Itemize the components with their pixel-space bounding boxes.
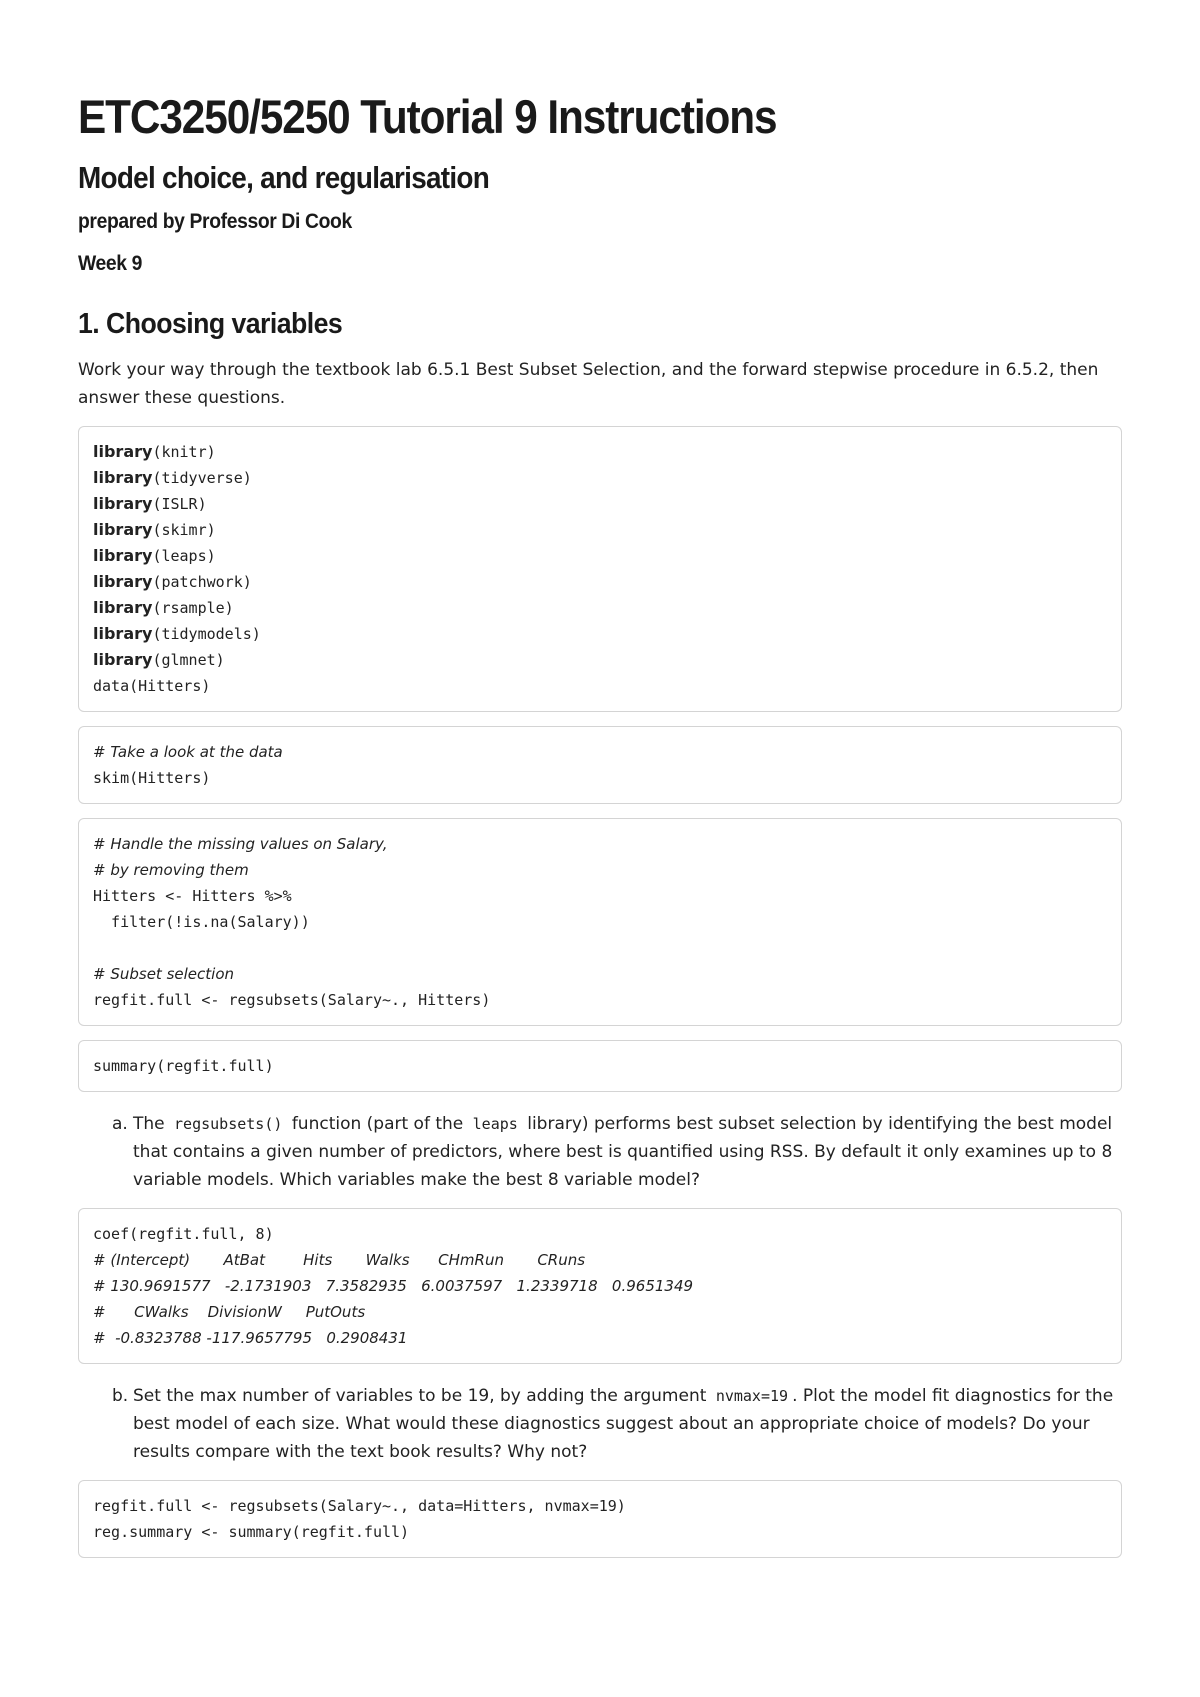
code-line: library(skimr): [93, 520, 216, 539]
code-line: library(rsample): [93, 598, 234, 617]
code-line: regfit.full <- regsubsets(Salary~., data=Hitters, nvmax=19): [93, 1497, 626, 1515]
question-a: a. The regsubsets() function (part of the leaps library) performs best subset selection by identifying the best model that contains a given number of predictors, where best is quantified using RSS. By default it only examines up to 8 variable models. Which variables make the best 8 variable model?: [133, 1110, 1122, 1194]
code-output: # (Intercept) AtBat Hits Walks CHmRun CRuns: [93, 1251, 586, 1269]
code-block-subset-selection: [78, 818, 1122, 1026]
code-block-summary: [78, 1040, 1122, 1092]
question-marker: b.: [112, 1386, 129, 1406]
code-line: coef(regfit.full, 8): [93, 1225, 274, 1243]
code-line: data(Hitters): [93, 677, 211, 695]
inline-code: leaps: [472, 1115, 518, 1133]
inline-code: regsubsets(): [174, 1115, 283, 1133]
code-comment: # Subset selection: [93, 965, 234, 983]
code-output: # 130.9691577 -2.1731903 7.3582935 6.0037597 1.2339718 0.9651349: [93, 1277, 694, 1295]
code-line: filter(!is.na(Salary)): [93, 913, 310, 931]
code-line: skim(Hitters): [93, 769, 211, 787]
author-line: prepared by Professor Di Cook: [78, 210, 352, 233]
code-line: library(tidyverse): [93, 468, 252, 487]
code-block-libraries: [78, 426, 1122, 712]
code-block-nvmax: [78, 1480, 1122, 1558]
question-marker: a.: [112, 1114, 128, 1134]
code-line: library(knitr): [93, 442, 216, 461]
code-line: library(leaps): [93, 546, 216, 565]
document-title: ETC3250/5250 Tutorial 9 Instructions: [78, 90, 777, 143]
code-blank-line: [93, 935, 1107, 961]
question-list-b: [78, 1382, 1122, 1466]
code-line: library(tidymodels): [93, 624, 261, 643]
code-output: # -0.8323788 -117.9657795 0.2908431: [93, 1329, 408, 1347]
code-line: reg.summary <- summary(regfit.full): [93, 1523, 410, 1541]
section-heading-choosing-variables: 1. Choosing variables: [78, 308, 343, 340]
code-line: library(patchwork): [93, 572, 252, 591]
question-b: b. Set the max number of variables to be 19, by adding the argument nvmax=19 . Plot the model fit diagnostics for the best model of each size. What would these diagnostics suggest about an appropriate choice of models? Do your results compare with the text book results? Why not?: [133, 1382, 1122, 1466]
code-output: # CWalks DivisionW PutOuts: [93, 1303, 366, 1321]
code-line: summary(regfit.full): [93, 1057, 274, 1075]
code-line: library(glmnet): [93, 650, 225, 669]
week-line: Week 9: [78, 252, 143, 275]
code-line: regfit.full <- regsubsets(Salary~., Hitters): [93, 991, 491, 1009]
code-comment: # Handle the missing values on Salary,: [93, 835, 388, 853]
code-block-coef: [78, 1208, 1122, 1364]
code-line: Hitters <- Hitters %>%: [93, 887, 292, 905]
code-line: library(ISLR): [93, 494, 207, 513]
code-block-skim: [78, 726, 1122, 804]
code-comment: # Take a look at the data: [93, 743, 283, 761]
section-intro: Work your way through the textbook lab 6.5.1 Best Subset Selection, and the forward stepwise procedure in 6.5.2, then answer these questions.: [78, 360, 1099, 408]
inline-code: nvmax=19: [715, 1387, 789, 1405]
question-list-a: [78, 1110, 1122, 1194]
code-comment: # by removing them: [93, 861, 249, 879]
document-subtitle: Model choice, and regularisation: [78, 160, 490, 195]
